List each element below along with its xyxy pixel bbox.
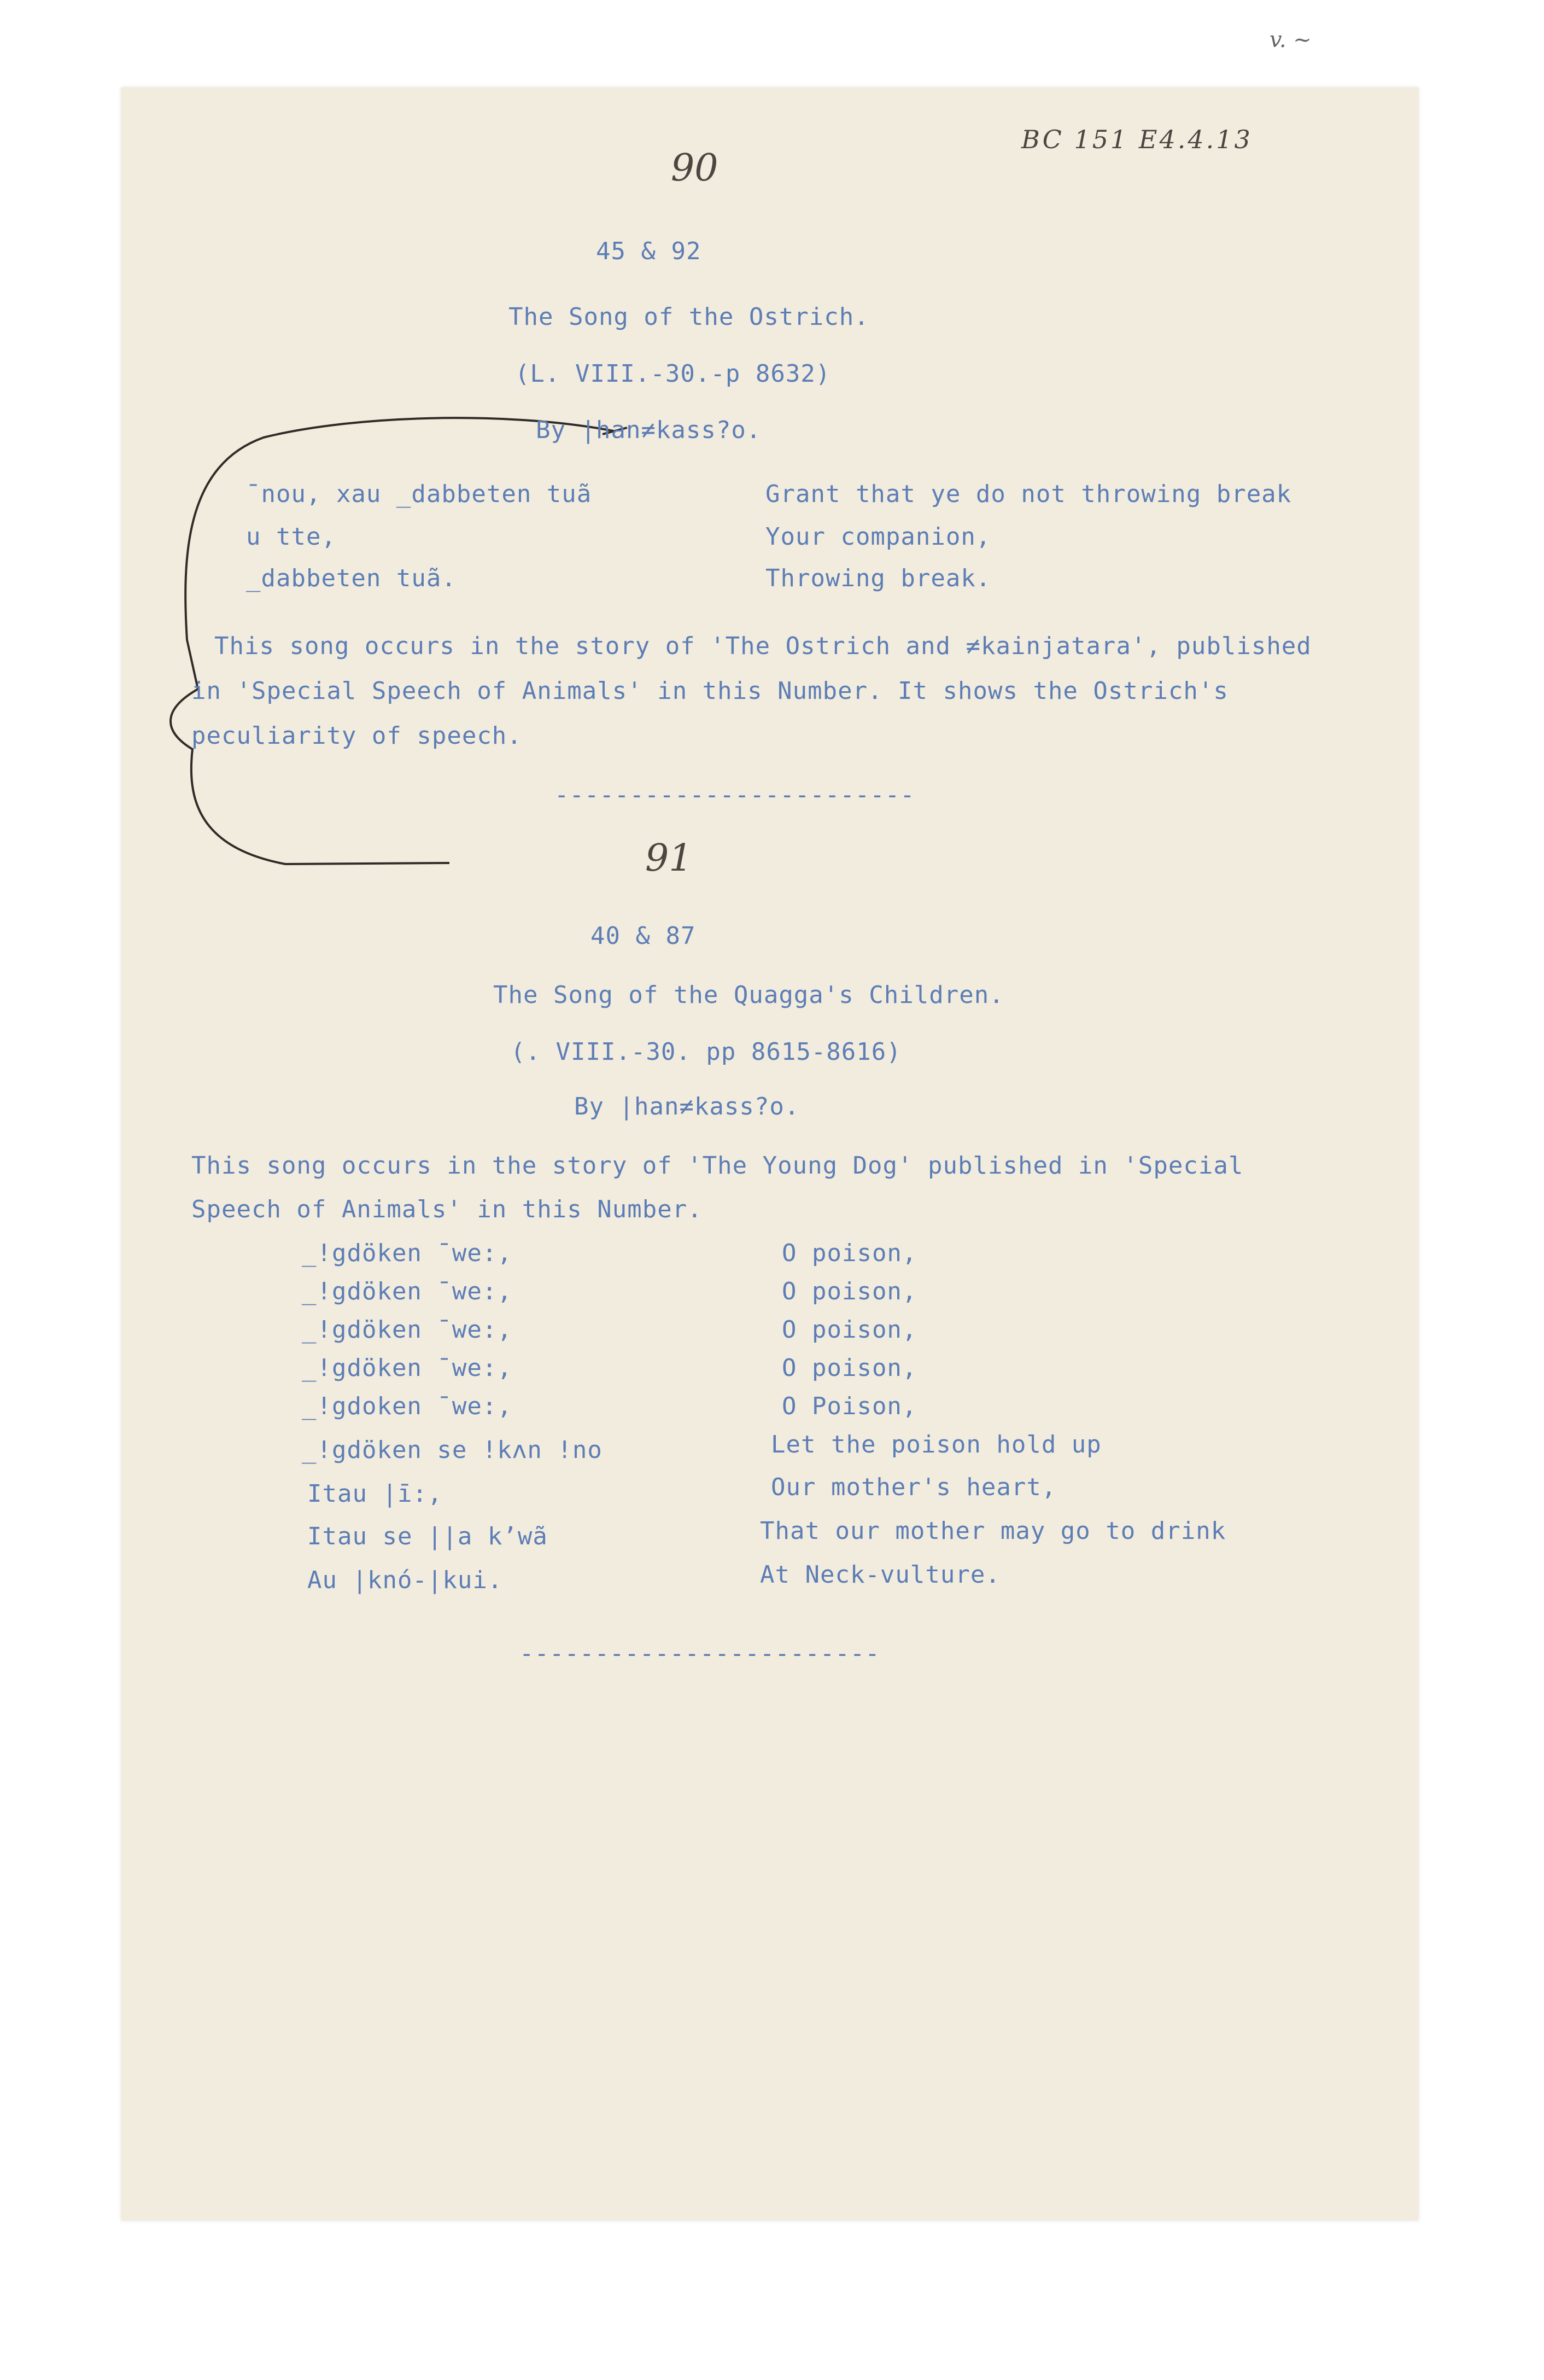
song1-verse-right-line: Throwing break.	[765, 564, 991, 592]
song1-numbers: 45 & 92	[596, 237, 701, 265]
song1-note-line: in 'Special Speech of Animals' in this Number. It shows the Ostrich's	[191, 677, 1229, 705]
song1-verse-left-line: _dabbeten tuã.	[246, 564, 457, 592]
song2-verse-right-line: O poison,	[782, 1239, 917, 1267]
song2-verse-right-line: At Neck-vulture.	[760, 1561, 1001, 1589]
song2-verse-left-line: Itau se ||a kʼwã	[307, 1522, 548, 1550]
song1-reference: (L. VIII.-30.-p 8632)	[515, 360, 831, 388]
song2-author: By |han≠kass?o.	[574, 1093, 800, 1121]
song2-verse-left-line: _!gdöken ¯we:,	[302, 1239, 512, 1267]
song1-note-line: This song occurs in the story of 'The Ostrich and ≠kainjatara', published	[214, 632, 1312, 660]
song1-divider: ------------------------	[554, 781, 915, 809]
song2-verse-right-line: O Poison,	[782, 1392, 917, 1420]
song2-verse-left-line: _!gdoken ¯we:,	[302, 1392, 512, 1420]
song1-verse-left-line: ¯nou, xau _dabbeten tuã	[246, 480, 592, 508]
song2-verse-left-line: _!gdöken ¯we:,	[302, 1354, 512, 1382]
song2-reference: (. VIII.-30. pp 8615-8616)	[511, 1038, 902, 1066]
song1-title: The Song of the Ostrich.	[508, 303, 869, 331]
song2-note-line: This song occurs in the story of 'The Young Dog' published in 'Special	[191, 1152, 1244, 1180]
song2-verse-right-line: Let the poison hold up	[771, 1431, 1102, 1459]
page-number-90: 90	[671, 147, 718, 190]
song2-verse-right-line: Our mother's heart,	[771, 1473, 1057, 1501]
song2-verse-left-line: _!gdöken se !kʌn !no	[302, 1436, 603, 1464]
archive-reference: BC 151 E4.4.13	[1021, 125, 1253, 154]
song2-verse-right-line: O poison,	[782, 1354, 917, 1382]
song2-verse-right-line: O poison,	[782, 1316, 917, 1344]
song2-divider: ------------------------	[519, 1640, 880, 1667]
song2-verse-left-line: _!gdöken ¯we:,	[302, 1278, 512, 1305]
page-number-91: 91	[645, 837, 693, 880]
song1-verse-right-line: Grant that ye do not throwing break	[765, 480, 1292, 508]
song1-note-line: peculiarity of speech.	[191, 722, 522, 750]
song1-author: By |han≠kass?o.	[536, 416, 762, 444]
song2-title: The Song of the Quagga's Children.	[493, 981, 1004, 1009]
song1-verse-right-line: Your companion,	[765, 523, 991, 551]
song2-verse-left-line: _!gdöken ¯we:,	[302, 1316, 512, 1344]
typescript-page	[121, 27, 1418, 2220]
song2-numbers: 40 & 87	[590, 922, 696, 950]
corner-scribble: v. ~	[1270, 27, 1312, 52]
song2-verse-right-line: O poison,	[782, 1278, 917, 1305]
song2-note-line: Speech of Animals' in this Number.	[191, 1195, 703, 1223]
song2-verse-left-line: Au |knó-|kui.	[307, 1566, 503, 1594]
song2-verse-left-line: Itau |ī:,	[307, 1480, 443, 1508]
song1-verse-left-line: u tte,	[246, 523, 336, 551]
song2-verse-right-line: That our mother may go to drink	[760, 1517, 1226, 1545]
